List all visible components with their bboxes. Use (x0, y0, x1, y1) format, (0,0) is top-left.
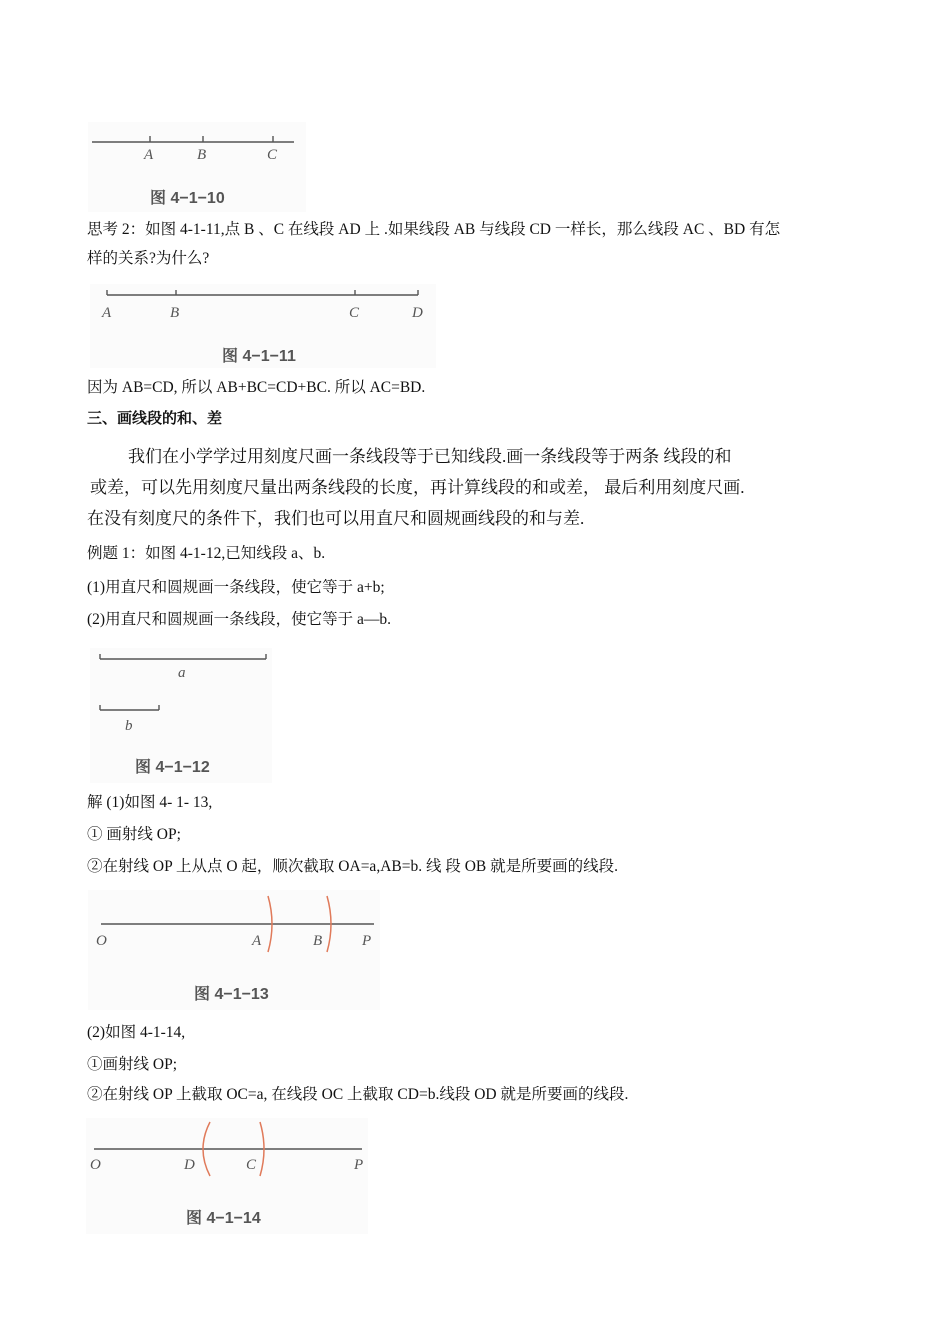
point-label-d: D (184, 1157, 195, 1173)
point-label-p: P (362, 933, 372, 949)
point-label-b: B (197, 147, 207, 163)
figure-4-1-11 (90, 284, 436, 368)
paragraph-line1: 我们在小学学过用刻度尺画一条线段等于已知线段.画一条线段等于两条 线段的和 (128, 447, 732, 466)
figure-4-1-10 (88, 122, 306, 212)
point-label-c: C (349, 305, 360, 321)
point-label-a: A (144, 147, 154, 163)
part2-intro: (2)如图 4-1-14, (87, 1024, 186, 1041)
figure-4-1-13 (88, 890, 380, 1010)
point-label-o: O (96, 933, 107, 949)
section-heading: 三、画线段的和、差 (87, 410, 223, 427)
figure-4-1-12 (90, 648, 272, 783)
figure-caption: 图 4−1−14 (186, 1210, 261, 1227)
part2-step2: ②在射线 OP 上截取 OC=a, 在线段 OC 上截取 CD=b.线段 OD 就是所要画的线段. (87, 1086, 629, 1103)
point-label-b: B (313, 933, 323, 949)
point-label-p: P (354, 1157, 364, 1173)
part2-step1: ①画射线 OP; (87, 1056, 177, 1073)
point-label-b: B (170, 305, 180, 321)
point-label-a: A (252, 933, 262, 949)
paragraph-line2: 或差，可以先用刻度尺量出两条线段的长度，再计算线段的和或差， 最后利用刻度尺画. (90, 478, 745, 497)
paragraph-line3: 在没有刻度尺的条件下，我们也可以用直尺和圆规画线段的和与差. (87, 509, 585, 528)
example1-title: 例题 1：如图 4-1-12,已知线段 a、b. (87, 545, 326, 562)
segment-label-b: b (125, 718, 133, 734)
figure-4-1-14 (86, 1118, 368, 1234)
point-label-a: A (102, 305, 112, 321)
point-label-c: C (246, 1157, 257, 1173)
solution-step1: ① 画射线 OP; (87, 826, 181, 843)
example1-question1: (1)用直尺和圆规画一条线段，使它等于 a+b; (87, 579, 385, 596)
segment-label-a: a (178, 665, 186, 681)
think2-line2: 样的关系?为什么? (87, 250, 210, 267)
figure-caption: 图 4−1−11 (222, 348, 296, 365)
solution-intro: 解 (1)如图 4- 1- 13, (87, 794, 213, 811)
figure-caption: 图 4−1−10 (150, 190, 225, 207)
point-label-c: C (267, 147, 278, 163)
solution-step2: ②在射线 OP 上从点 O 起，顺次截取 OA=a,AB=b. 线 段 OB 就是所要画的线段. (87, 858, 618, 875)
think2-line1: 思考 2：如图 4-1-11,点 B 、C 在线段 AD 上 .如果线段 AB 与线段 CD 一样长，那么线段 AC 、BD 有怎 (87, 221, 781, 238)
figure-caption: 图 4−1−12 (135, 759, 210, 776)
point-label-d: D (412, 305, 423, 321)
example1-question2: (2)用直尺和圆规画一条线段，使它等于 a—b. (87, 611, 391, 628)
point-label-o: O (90, 1157, 101, 1173)
answer-line: 因为 AB=CD, 所以 AB+BC=CD+BC. 所以 AC=BD. (87, 379, 426, 396)
figure-caption: 图 4−1−13 (194, 986, 269, 1003)
